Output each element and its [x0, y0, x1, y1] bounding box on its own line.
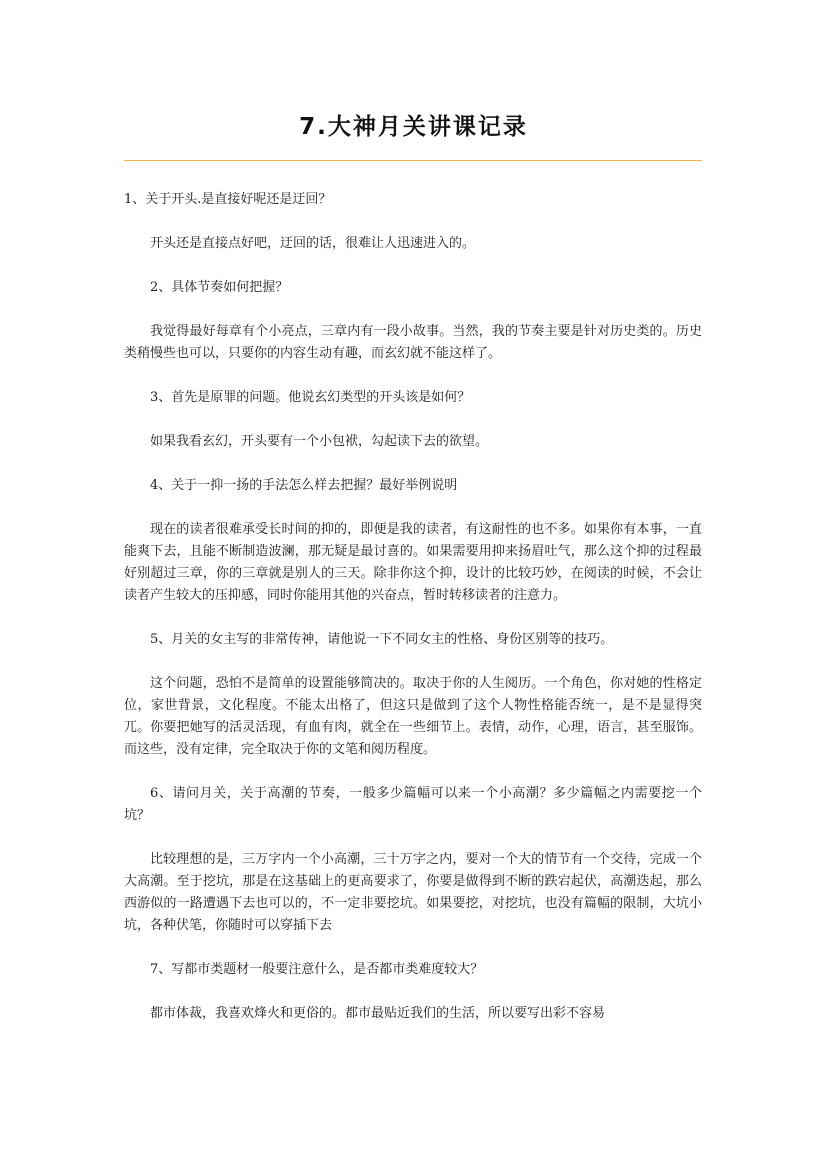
paragraph: 1、关于开头.是直接好呢还是迂回？	[124, 192, 332, 207]
paragraph-gap	[124, 981, 702, 1003]
page-title: 7.大神月关讲课记录	[299, 114, 528, 140]
paragraph: 比较理想的是，三万字内一个小高潮，三十万字之内，要对一个大的情节有一个交待，完成一个大高潮。至于挖坑，那是在这基础上的更高要求了，你要是做得到不断的跌宕起伏，高潮迭起，那么西游似的一路遭遇下去也可以的，不一定非要挖坑。如果要挖，对挖坑，也没有篇幅的限制，大坑小坑，各种伏笔，你随时可以穿插下去	[124, 852, 702, 933]
paragraph: 我觉得最好每章有个小亮点，三章内有一段小故事。当然，我的节奏主要是针对历史类的。历史类稍慢些也可以，只要你的内容生动有趣，而玄幻就不能这样了。	[124, 324, 702, 361]
paragraph: 3、首先是原罪的问题。他说玄幻类型的开头该是如何？	[150, 390, 471, 405]
paragraph-gap	[124, 255, 702, 277]
paragraph: 这个问题，恐怕不是简单的设置能够简决的。取决于你的人生阅历。一个角色，你对她的性格定位，家世背景，文化程度。不能太出格了，但这只是做到了这个人物性格能否统一，是不是显得突兀。你要把她写的活灵活现，有血有肉，就全在一些细节上。表情，动作，心理，语言，甚至服饰。而这些，没有定律，完全取决于你的文笔和阅历程度。	[124, 676, 702, 757]
paragraph-gap	[124, 607, 702, 629]
paragraph: 如果我看玄幻，开头要有一个小包袱，勾起读下去的欲望。	[150, 434, 489, 449]
document-body	[124, 189, 702, 1025]
paragraph: 6、请问月关，关于高潮的节奏，一般多少篇幅可以来一个小高潮？多少篇幅之内需要挖一个坑？	[124, 786, 702, 823]
paragraph-gap	[124, 211, 702, 233]
paragraph-gap	[124, 651, 702, 673]
paragraph: 7、写都市类题材一般要注意什么，是否都市类难度较大？	[150, 962, 484, 977]
paragraph: 4、关于一抑一扬的手法怎么样去把握？最好举例说明	[150, 478, 458, 493]
paragraph-gap	[124, 827, 702, 849]
paragraph: 5、月关的女主写的非常传神，请他说一下不同女主的性格、身份区别等的技巧。	[150, 632, 614, 647]
title-divider	[124, 160, 702, 161]
paragraph-gap	[124, 365, 702, 387]
paragraph-gap	[124, 761, 702, 783]
paragraph-gap	[124, 453, 702, 475]
paragraph: 现在的读者很难承受长时间的抑的，即便是我的读者，有这耐性的也不多。如果你有本事，一直能爽下去，且能不断制造波澜，那无疑是最讨喜的。如果需要用抑来扬眉吐气，那么这个抑的过程最好别超过三章，你的三章就是别人的三天。除非你这个抑，设计的比较巧妙，在阅读的时候，不会让读者产生较大的压抑感，同时你能用其他的兴奋点，暂时转移读者的注意力。	[124, 522, 702, 603]
paragraph-gap	[124, 409, 702, 431]
paragraph-gap	[124, 497, 702, 519]
paragraph: 都市体裁，我喜欢烽火和更俗的。都市最贴近我们的生活，所以要写出彩不容易	[150, 1006, 606, 1021]
paragraph-gap	[124, 299, 702, 321]
paragraph-gap	[124, 937, 702, 959]
paragraph: 开头还是直接点好吧，迂回的话，很难让人迅速进入的。	[150, 236, 476, 251]
paragraph: 2、具体节奏如何把握？	[150, 280, 289, 295]
